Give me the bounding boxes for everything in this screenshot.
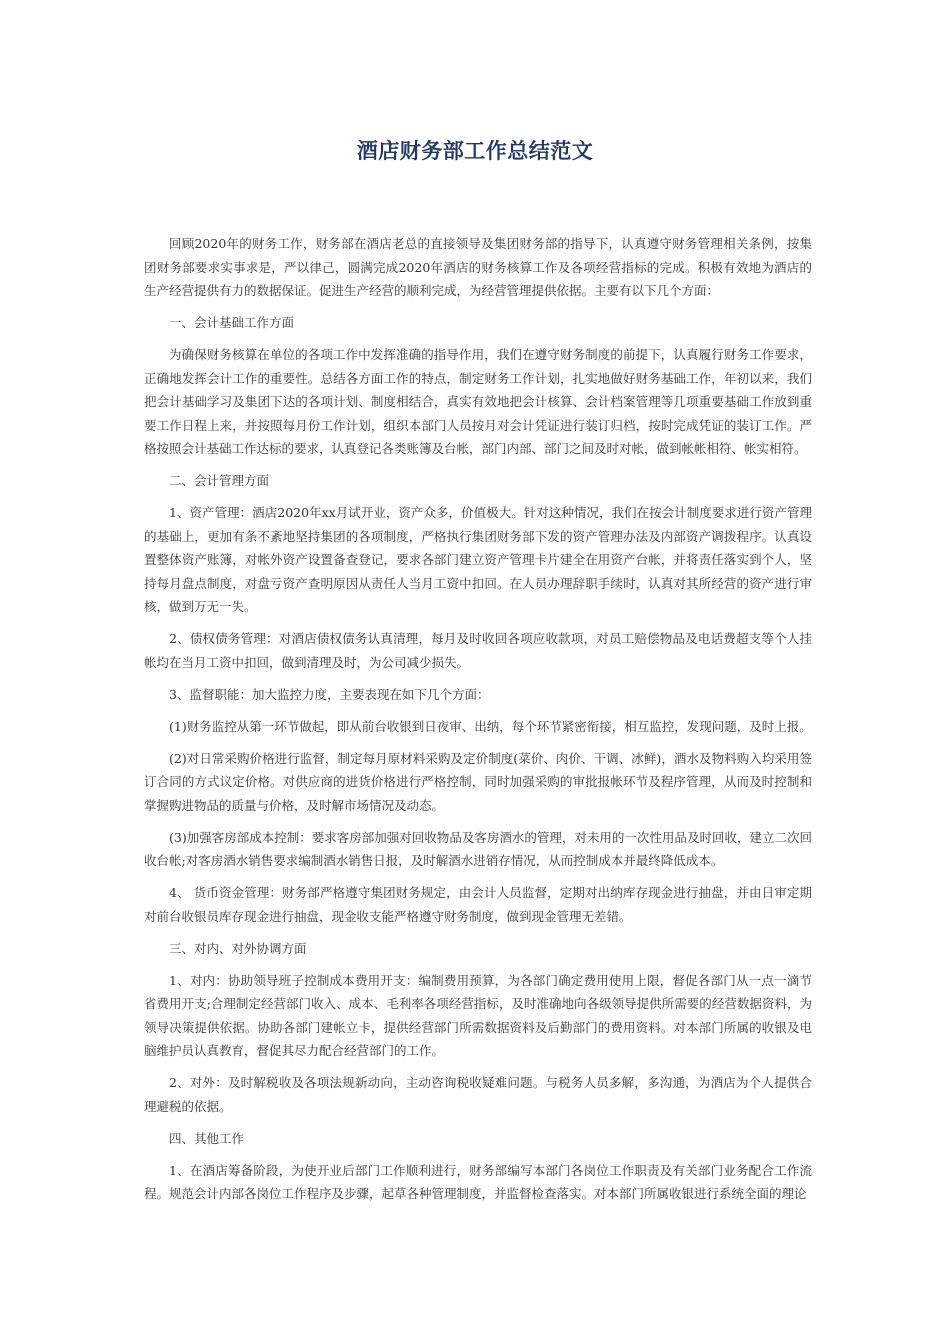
- other-work-paragraph: 1、在酒店筹备阶段，为使开业后部门工作顺利进行，财务部编写本部门各岗位工作职责及有关部门业务配合工作流程。规范会计内部各岗位工作程序及步骤，起草各种管理制度，并监督检查落实。对本部门所属收银进行系统全面的理论: [144, 1162, 812, 1201]
- cash-management-paragraph: 4、 货币资金管理：财务部严格遵守集团财务规定，由会计人员监督，定期对出纳库存现金进行抽盘，并由日审定期对前台收银员库存现金进行抽盘，现金收支能严格遵守财务制度，做到现金管理无差错。: [144, 885, 812, 924]
- intro-paragraph: 回顾2020年的财务工作，财务部在酒店老总的直接领导及集团财务部的指导下，认真遵守财务管理相关条例，按集团财务部要求实事求是，严以律己，圆满完成2020年酒店的财务核算工作及各项经营指标的完成。积极有效地为酒店的生产经营提供有力的数据保证。促进生产经营的顺利完成，为经营管理提供依据。主要有以下几个方面：: [144, 236, 812, 298]
- document-body: [144, 232, 812, 1214]
- section-heading-accounting-management: 二、会计管理方面: [169, 473, 270, 488]
- document-title: 酒店财务部工作总结范文: [356, 139, 594, 163]
- section-heading-accounting-basics: 一、会计基础工作方面: [169, 315, 295, 330]
- section-heading-other-work: 四、其他工作: [169, 1130, 245, 1146]
- external-coordination-paragraph: 2、对外：及时解税收及各项法规新动向，主动咨询税收疑难问题。与税务人员多解，多沟通，为酒店为个人提供合理避税的依据。: [144, 1075, 812, 1114]
- accounting-basics-paragraph: 为确保财务核算在单位的各项工作中发挥准确的指导作用，我们在遵守财务制度的前提下，认真履行财务工作要求，正确地发挥会计工作的重要性。总结各方面工作的特点，制定财务工作计划，扎实地做好财务基础工作，年初以来，我们把会计基础学习及集团下达的各项计划、制度相结合，真实有效地把会计核算、会计档案管理等几项重要基础工作放到重要工作日程上来，并按照每月份工作计划，组织本部门人员按月对会计凭证进行装订归档，按时完成凭证的装订工作。严格按照会计基础工作达标的要求，认真登记各类账簿及台帐，部门内部、部门之间及时对帐，做到帐帐相符、帐实相符。: [144, 347, 812, 456]
- supervision-item-3: (3)加强客房部成本控制：要求客房部加强对回收物品及客房酒水的管理，对未用的一次性用品及时回收，建立二次回收台帐;对客房酒水销售要求编制酒水销售日报，及时解酒水进销存情况，从而控制成本并最终降低成本。: [144, 829, 812, 868]
- asset-management-paragraph: 1、资产管理：酒店2020年xx月试开业，资产众多，价值极大。针对这种情况，我们在按会计制度要求进行资产管理的基础上，更加有条不紊地坚持集团的各项制度，严格执行集团财务部下发的资产管理办法及内部资产调拨程序。认真设置整体资产账簿，对帐外资产设置备查登记，要求各部门建立资产管理卡片建全在用资产台帐，并将责任落实到个人，坚持每月盘点制度，对盘亏资产查明原因从责任人当月工资中扣回。在人员办理辞职手续时，认真对其所经营的资产进行审核，做到万无一失。: [144, 505, 812, 614]
- supervision-item-1: (1)财务监控从第一环节做起，即从前台收银到日夜审、出纳，每个环节紧密衔接，相互监控，发现问题，及时上报。: [169, 718, 812, 734]
- supervision-paragraph: 3、监督职能：加大监控力度，主要表现在如下几个方面：: [169, 686, 490, 702]
- debt-management-paragraph: 2、债权债务管理：对酒店债权债务认真清理，每月及时收回各项应收款项，对员工赔偿物品及电话费超支等个人挂帐均在当月工资中扣回，做到清理及时，为公司减少损失。: [144, 631, 812, 670]
- supervision-item-2: (2)对日常采购价格进行监督，制定每月原材料采购及定价制度(菜价、肉价、干调、冰鲜)，酒水及物料购入均采用签订合同的方式议定价格。对供应商的进货价格进行严格控制，同时加强采购的审批报帐环节及程序管理，从而及时控制和掌握购进物品的质量与价格，及时解市场情况及动态。: [144, 750, 812, 813]
- section-heading-coordination: 三、对内、对外协调方面: [169, 940, 307, 956]
- internal-coordination-paragraph: 1、对内：协助领导班子控制成本费用开支：编制费用预算，为各部门确定费用使用上限，督促各部门从一点一滴节省费用开支;合理制定经营部门收入、成本、毛利率各项经营指标，及时准确地向各级领导提供所需要的经营数据资料，为领导决策提供依据。协助各部门建帐立卡，提供经营部门所需数据资料及后勤部门的费用资料。对本部门所属的收银及电脑维护员认真教育，督促其尽力配合经营部门的工作。: [144, 972, 812, 1058]
